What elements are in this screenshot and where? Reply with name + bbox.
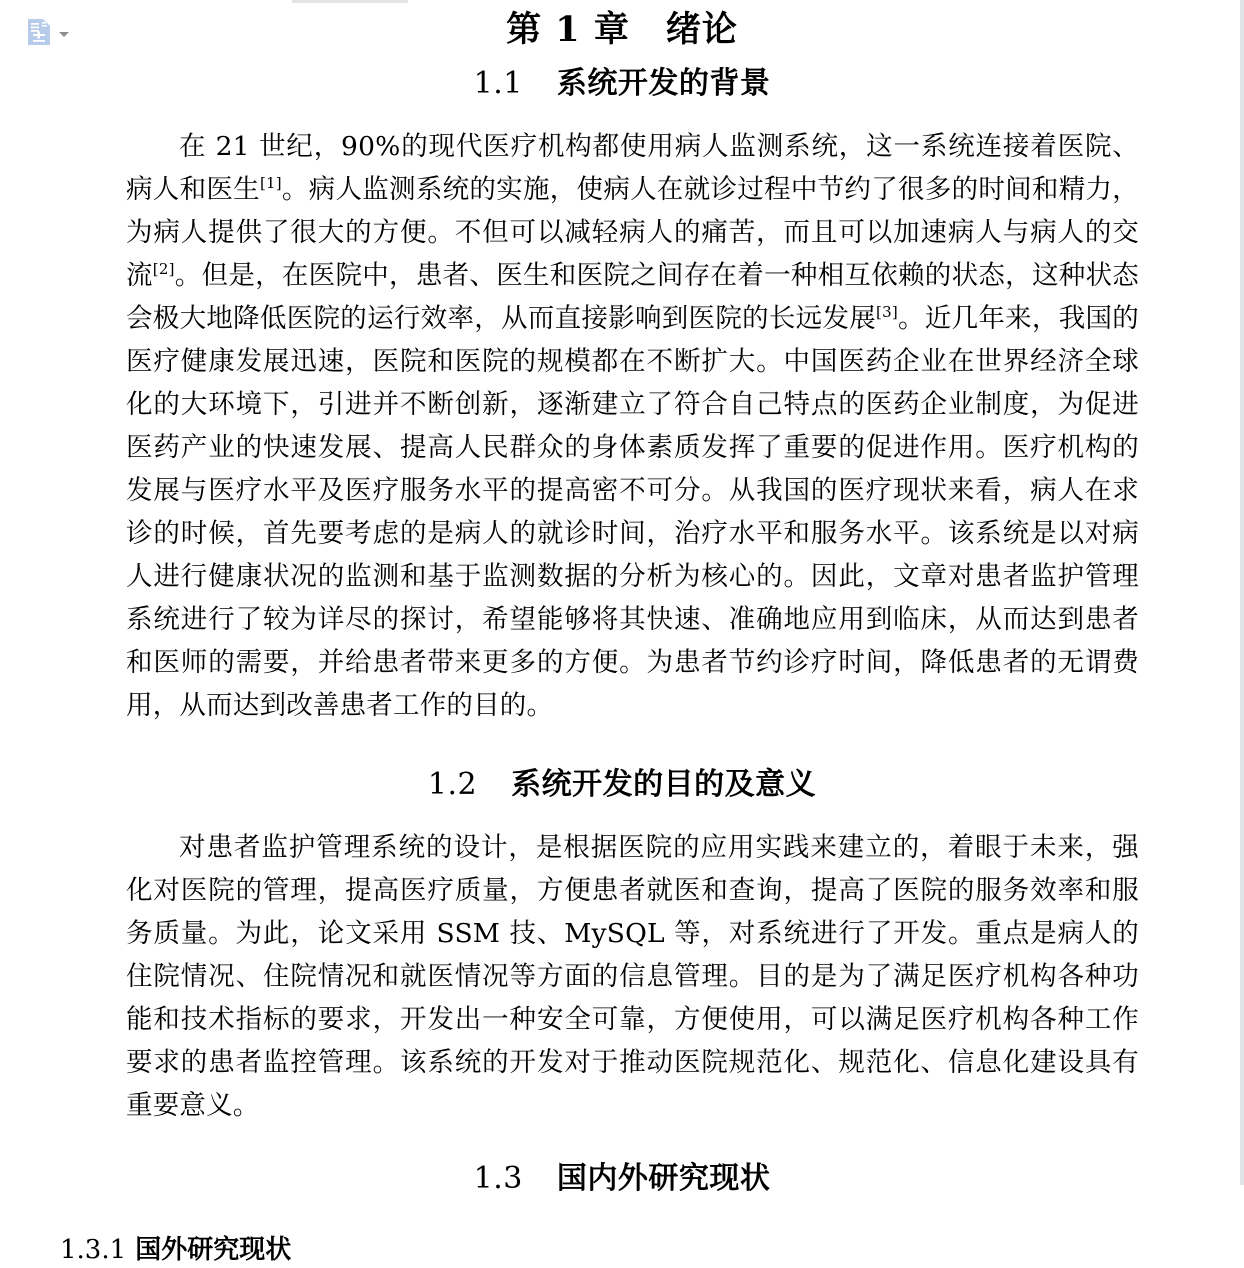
heading-1-1-number: 1.1 [473, 65, 523, 101]
citation-2[interactable]: [2] [152, 259, 175, 278]
heading-1-3 [0, 1159, 1244, 1198]
paragraph-1-part-a: 在 21 世纪，90%的现代医疗机构都使用病人监测系统，这一系统连接着医院、病人和医生 [126, 130, 1139, 205]
heading-1-3-1-text: 国外研究现状 [135, 1234, 292, 1265]
heading-1-2-text: 系统开发的目的及意义 [511, 766, 817, 802]
heading-1-2 [0, 765, 1244, 804]
paragraph-1-part-c: 。但是，在医院中，患者、医生和医院之间存在着一种相互依赖的状态，这种状态会极大地降低医院的运行效率，从而直接影响到医院的长远发展 [126, 259, 1140, 334]
chapter-title: 第 1 章 绪论 [506, 9, 738, 50]
heading-1-2-number: 1.2 [427, 766, 478, 802]
heading-1-1 [0, 64, 1244, 103]
paragraph-1-part-b: 。病人监测系统的实施，使病人在就诊过程中节约了很多的时间和精力，为病人提供了很大的方便。不但可以减轻病人的痛苦，而且可以加速病人与病人的交流 [126, 173, 1139, 291]
paragraph-background [0, 125, 1244, 727]
citation-3[interactable]: [3] [876, 302, 898, 321]
heading-1-3-1 [0, 1234, 1244, 1268]
heading-1-3-number: 1.3 [473, 1160, 523, 1196]
heading-1-3-text: 国内外研究现状 [556, 1160, 771, 1196]
heading-1-1-text: 系统开发的背景 [556, 65, 771, 101]
citation-1[interactable]: [1] [259, 173, 282, 192]
heading-1-3-1-number: 1.3.1 [60, 1234, 127, 1265]
paragraph-purpose-significance: 对患者监护管理系统的设计，是根据医院的应用实践来建立的，着眼于未来，强化对医院的管理，提高医疗质量，方便患者就医和查询，提高了医院的服务效率和服务质量。为此，论文采用 SSM 技、MySQL 等，对系统进行了开发。重点是病人的住院情况、住院情况和就医情况等方面的信息管理。目的是为了满足医疗机构各种功能和技术指标的要求，开发出一种安全可靠，方便使用，可以满足医疗机构各种工作要求的患者监控管理。该系统的开发对于推动医院规范化、规范化、信息化建设具有重要意义。 [126, 831, 1139, 1121]
paragraph-1-part-d: 。近几年来，我国的医疗健康发展迅速，医院和医院的规模都在不断扩大。中国医药企业在世界经济全球化的大环境下，引进并不断创新，逐渐建立了符合自己特点的医药企业制度，为促进医药产业的快速发展、提高人民群众的身体素质发挥了重要的促进作用。医疗机构的发展与医疗水平及医疗服务水平的提高密不可分。从我国的医疗现状来看，病人在求诊的时候，首先要考虑的是病人的就诊时间，治疗水平和服务水平。该系统是以对病人进行健康状况的监测和基于监测数据的分析为核心的。因此，文章对患者监护管理系统进行了较为详尽的探讨，希望能够将其快速、准确地应用到临床，从而达到患者和医师的需要，并给患者带来更多的方便。为患者节约诊疗时间，降低患者的无谓费用，从而达到改善患者工作的目的。 [126, 302, 1139, 721]
